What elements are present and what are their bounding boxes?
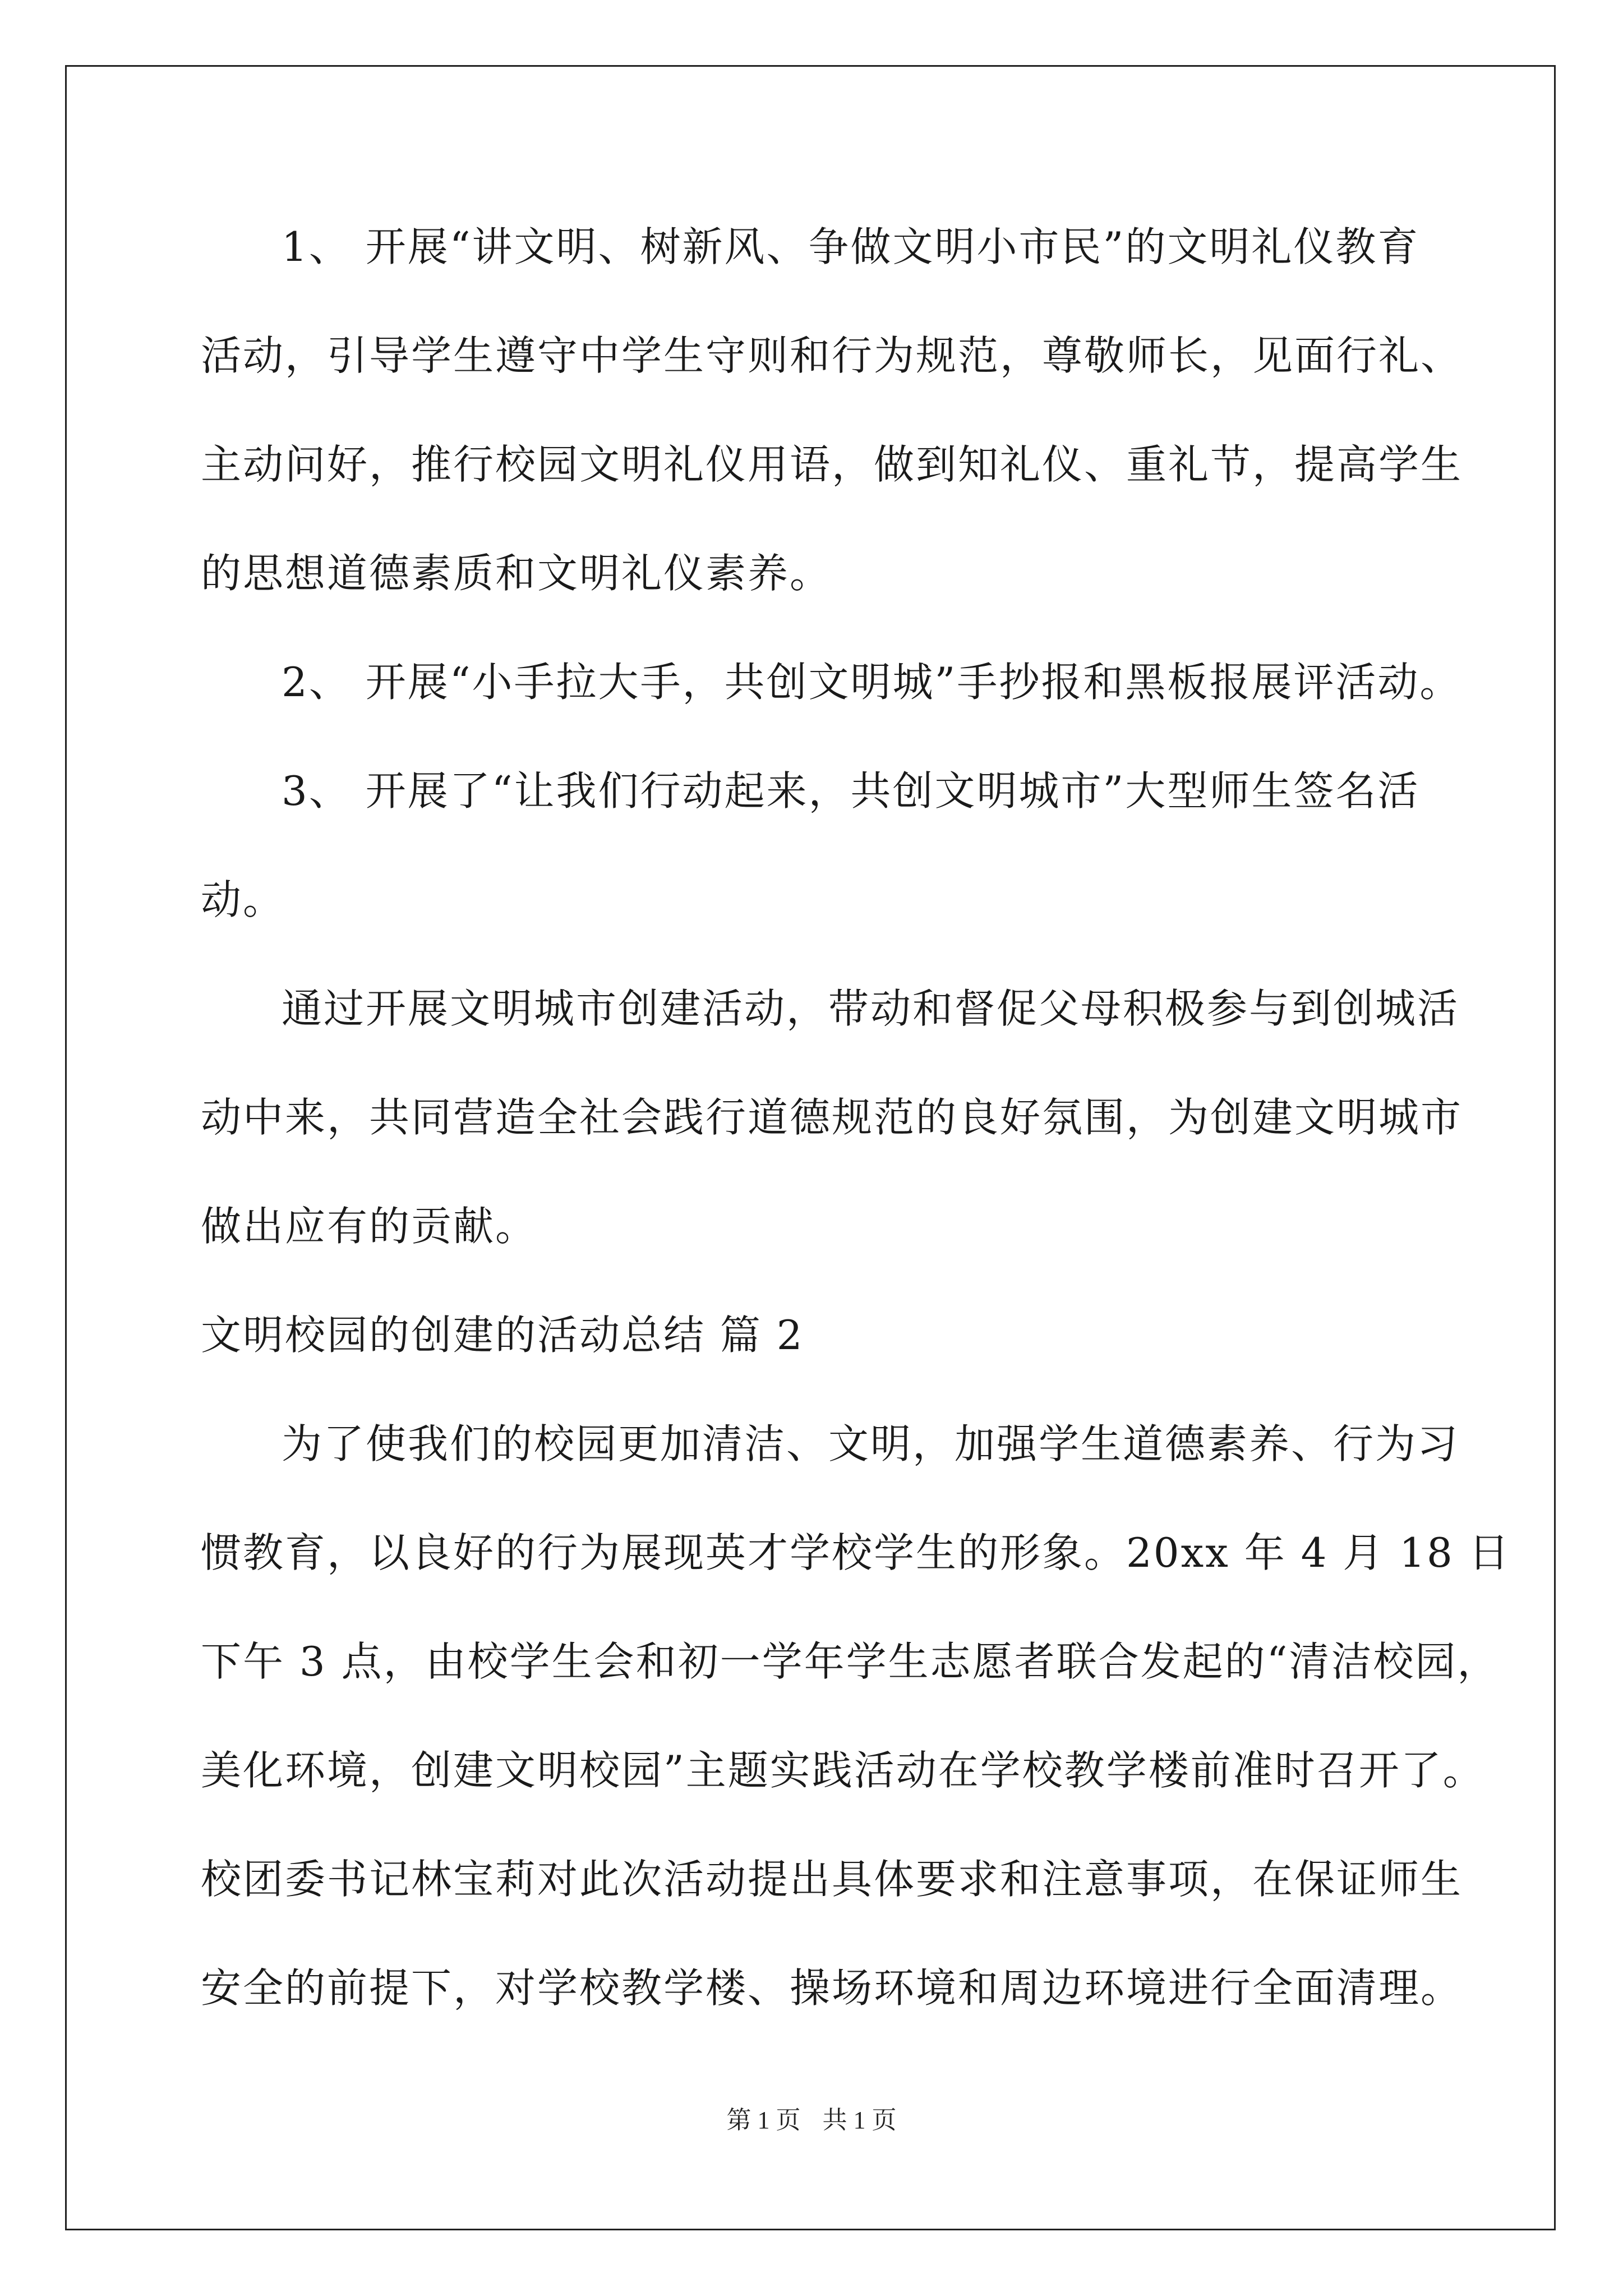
paragraph-5-line-5: 校团委书记林宝莉对此次活动提出具体要求和注意事项，在保证师生 (201, 1856, 1463, 1903)
page-number: 第 1 页 (726, 2106, 801, 2134)
paragraph-3-line-2: 动。 (201, 876, 285, 923)
paragraph-5-line-3: 下午 3 点，由校学生会和初一学年学生志愿者联合发起的“清洁校园， (201, 1638, 1500, 1685)
paragraph-2-line-1: 2、 开展“小手拉大手，共创文明城”手抄报和黑板报展评活动。 (282, 659, 1462, 706)
paragraph-1-line-1: 1、 开展“讲文明、树新风、争做文明小市民”的文明礼仪教育 (282, 223, 1420, 270)
page-total: 共 1 页 (822, 2106, 897, 2134)
page-footer (0, 2106, 1623, 2134)
paragraph-5-line-1: 为了使我们的校园更加清洁、文明，加强学生道德素养、行为习 (282, 1420, 1460, 1467)
section-heading: 文明校园的创建的活动总结 篇 2 (201, 1312, 804, 1359)
paragraph-1-line-3: 主动问好，推行校园文明礼仪用语，做到知礼仪、重礼节，提高学生 (201, 441, 1463, 488)
paragraph-5-line-4: 美化环境，创建文明校园”主题实践活动在学校教学楼前准时召开了。 (201, 1747, 1485, 1794)
paragraph-1-line-2: 活动，引导学生遵守中学生守则和行为规范，尊敬师长，见面行礼、 (201, 332, 1463, 379)
page-border (65, 65, 1556, 2230)
paragraph-3-line-1: 3、 开展了“让我们行动起来，共创文明城市”大型师生签名活 (282, 767, 1420, 815)
paragraph-4-line-2: 动中来，共同营造全社会践行道德规范的良好氛围，为创建文明城市 (201, 1094, 1463, 1141)
paragraph-4-line-3: 做出应有的贡献。 (201, 1203, 538, 1250)
paragraph-4-line-1: 通过开展文明城市创建活动，带动和督促父母积极参与到创城活 (282, 985, 1460, 1032)
paragraph-5-line-2: 惯教育，以良好的行为展现英才学校学生的形象。20xx 年 4 月 18 日 (201, 1529, 1511, 1576)
paragraph-1-line-4: 的思想道德素质和文明礼仪素养。 (201, 550, 832, 597)
paragraph-5-line-6: 安全的前提下，对学校教学楼、操场环境和周边环境进行全面清理。 (201, 1964, 1463, 2012)
